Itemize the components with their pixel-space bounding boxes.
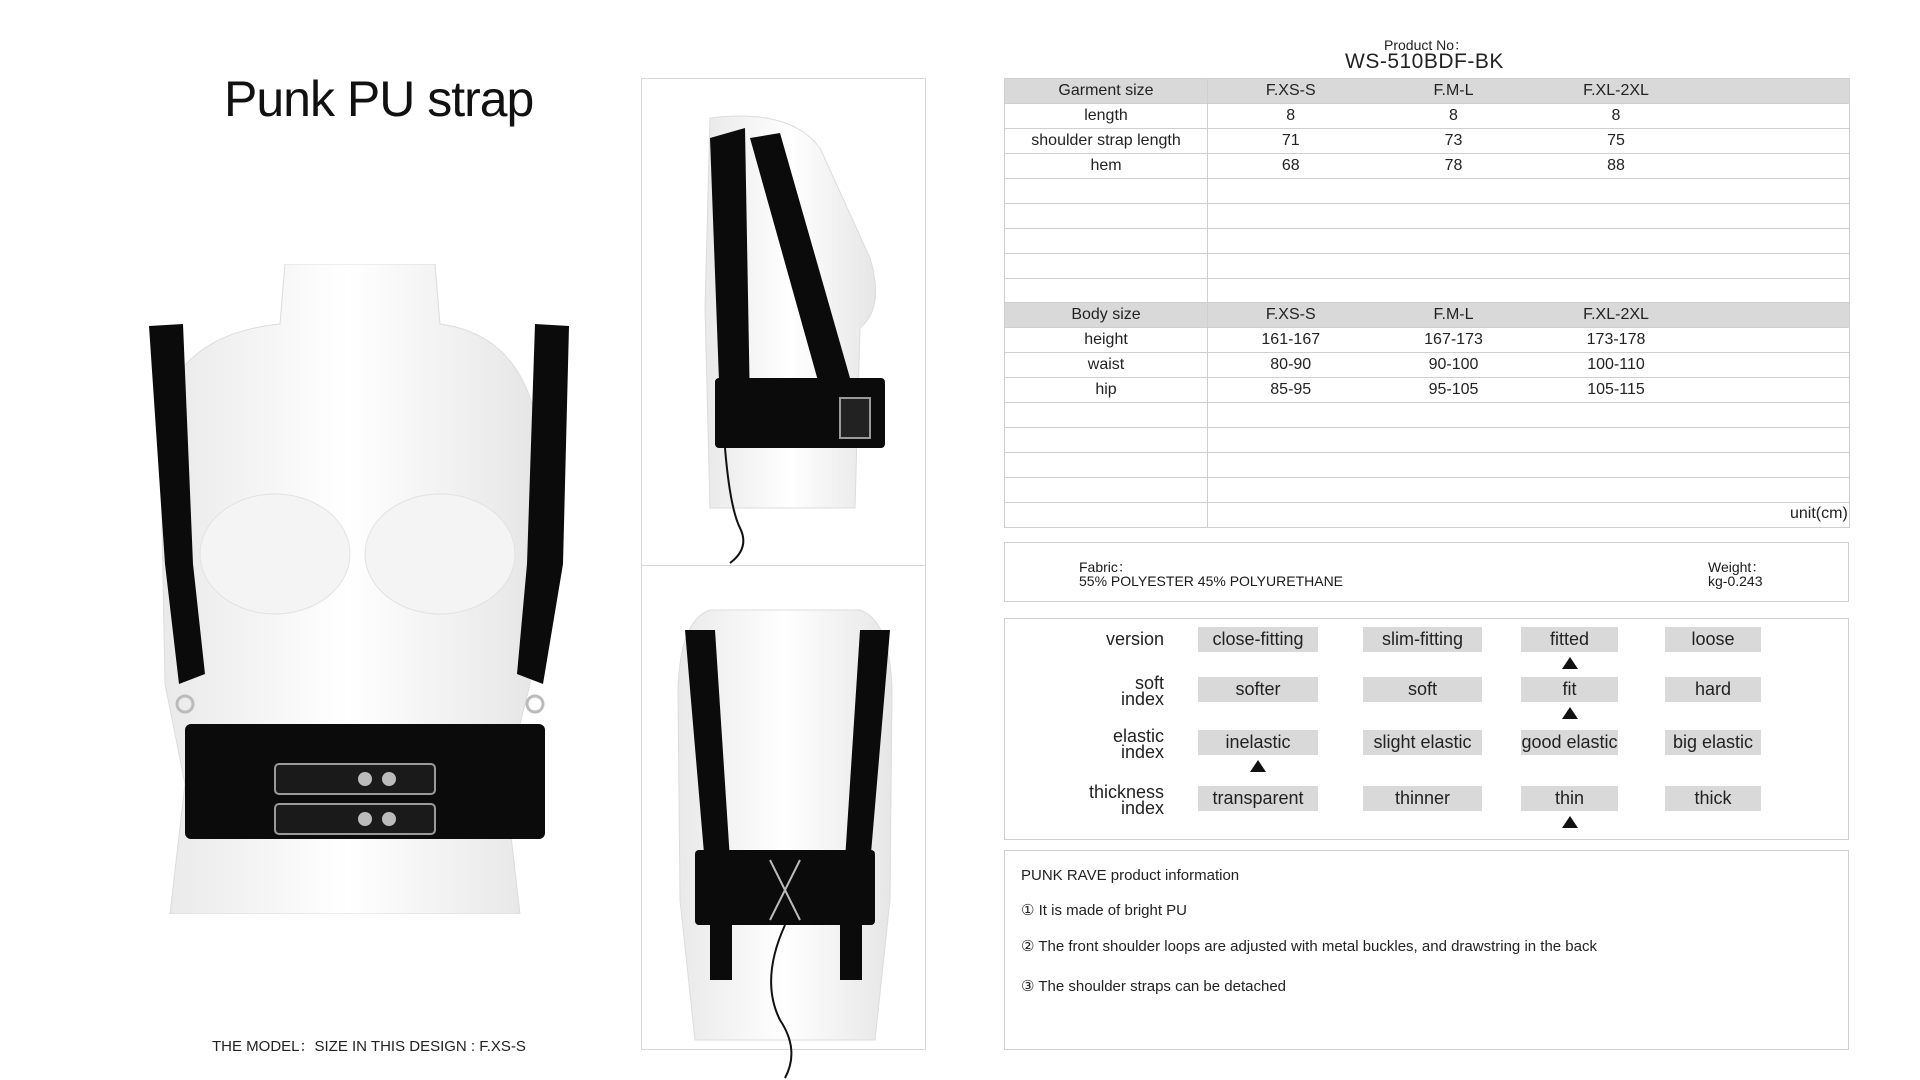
attribute-option: softer [1198,677,1318,702]
attribute-option: close-fitting [1198,627,1318,652]
empty-row [1005,428,1850,453]
table-row [1005,154,1850,179]
attribute-option: transparent [1198,786,1318,811]
table-cell: 85-95 [1208,378,1374,403]
attribute-option: soft [1363,677,1482,702]
attribute-option: slight elastic [1363,730,1482,755]
table-cell: 75 [1534,129,1699,154]
attribute-option: inelastic [1198,730,1318,755]
empty-row [1005,179,1850,204]
table-cell: height [1005,328,1208,353]
table-cell: 71 [1208,129,1374,154]
table-cell: hem [1005,154,1208,179]
table-header: F.XS-S [1208,79,1374,104]
table-cell [1699,378,1850,403]
front-view-photo [135,264,585,914]
table-cell: waist [1005,353,1208,378]
empty-row [1005,279,1850,304]
weight-value: kg-0.243 [1708,573,1763,589]
table-cell: 167-173 [1374,328,1534,353]
table-cell: 100-110 [1534,353,1699,378]
attribute-option: thick [1665,786,1761,811]
selected-marker [1250,760,1266,772]
attribute-option: big elastic [1665,730,1761,755]
table-cell: 73 [1374,129,1534,154]
empty-row [1005,229,1850,254]
table-cell: 173-178 [1534,328,1699,353]
table-header [1699,79,1850,104]
table-row [1005,104,1850,129]
table-header: Body size [1005,303,1208,328]
product-title: Punk PU strap [224,71,534,127]
table-header: F.M-L [1374,79,1534,104]
table-cell: 105-115 [1534,378,1699,403]
back-view-photo [660,600,910,1080]
table-header: F.XL-2XL [1534,303,1699,328]
garment-size-table [1004,78,1850,304]
table-header: F.M-L [1374,303,1534,328]
attribute-label: soft index [1120,673,1164,709]
table-row [1005,129,1850,154]
side-view-photo [670,108,900,568]
fabric-label: Fabric： [1079,559,1132,575]
table-cell: 80-90 [1208,353,1374,378]
attribute-option: hard [1665,677,1761,702]
table-cell [1699,328,1850,353]
model-size-note: THE MODEL：SIZE IN THIS DESIGN : F.XS-S [212,1038,526,1055]
fabric-value: 55% POLYESTER 45% POLYURETHANE [1079,573,1344,589]
attribute-option: fit [1521,677,1618,702]
table-cell [1699,353,1850,378]
attribute-option: thinner [1363,786,1482,811]
empty-row [1005,453,1850,478]
unit-label: unit(cm) [1790,505,1848,522]
weight-label: Weight： [1708,559,1766,575]
attribute-option: fitted [1521,627,1618,652]
empty-row [1005,254,1850,279]
table-cell: 8 [1208,104,1374,129]
empty-row [1005,478,1850,503]
table-header: F.XL-2XL [1534,79,1699,104]
info-item: ② The front shoulder loops are adjusted with metal buckles, and drawstring in the back [1021,938,1597,955]
info-item: ① It is made of bright PU [1021,902,1188,919]
table-cell: 88 [1534,154,1699,179]
body-size-table [1004,302,1850,528]
table-header: Garment size [1005,79,1208,104]
attribute-option: thin [1521,786,1618,811]
table-cell: 8 [1374,104,1534,129]
table-cell [1699,104,1850,129]
table-cell: 78 [1374,154,1534,179]
attribute-label: version [1105,629,1164,649]
table-cell: shoulder strap length [1005,129,1208,154]
table-header: F.XS-S [1208,303,1374,328]
product-number-label: Product No： [1384,37,1469,53]
garment-header-row [1005,79,1850,104]
table-row [1005,353,1850,378]
selected-marker [1562,707,1578,719]
table-cell: 161-167 [1208,328,1374,353]
table-cell: 68 [1208,154,1374,179]
empty-row [1005,204,1850,229]
empty-row [1005,403,1850,428]
table-row [1005,328,1850,353]
selected-marker [1562,657,1578,669]
table-cell: 8 [1534,104,1699,129]
info-item: ③ The shoulder straps can be detached [1021,978,1287,995]
table-header [1699,303,1850,328]
product-number: WS-510BDF-BK [1345,50,1504,73]
table-cell: 95-105 [1374,378,1534,403]
attribute-option: good elastic [1521,730,1618,755]
table-cell [1699,129,1850,154]
attribute-label: elastic index [1112,726,1164,762]
body-header-row [1005,303,1850,328]
table-cell: length [1005,104,1208,129]
table-cell [1699,154,1850,179]
table-cell: hip [1005,378,1208,403]
table-row [1005,378,1850,403]
attribute-option: slim-fitting [1363,627,1482,652]
attribute-label: thickness index [1088,782,1164,818]
attribute-option: loose [1665,627,1761,652]
selected-marker [1562,816,1578,828]
info-title: PUNK RAVE product information [1021,867,1240,884]
empty-row [1005,503,1850,528]
table-cell: 90-100 [1374,353,1534,378]
